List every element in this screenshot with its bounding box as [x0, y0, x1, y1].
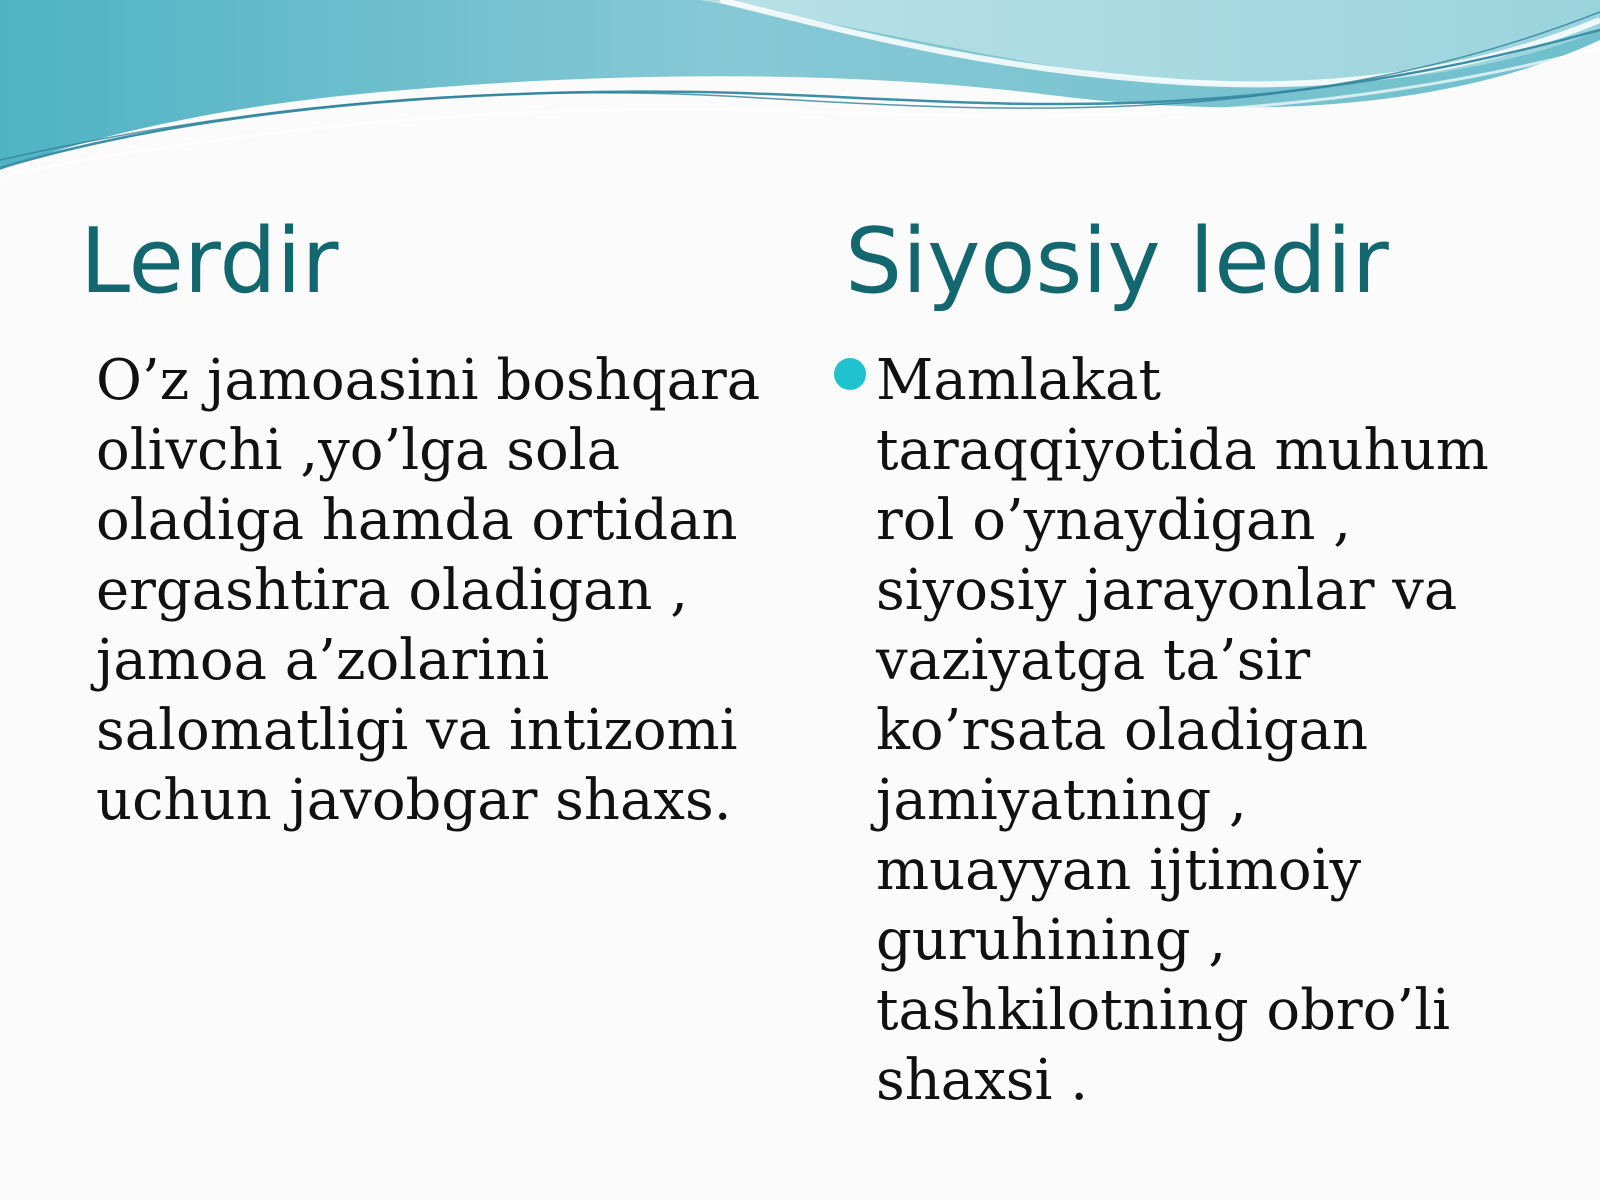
header-wave-decoration	[0, 0, 1600, 200]
right-column-title: Siyosiy ledir	[845, 209, 1389, 314]
left-column-title: Lerdir	[80, 209, 339, 314]
bullet-dot-icon	[834, 358, 866, 390]
right-column-body: Mamlakat taraqqiyotida muhum rol o’ynaydigan , siyosiy jarayonlar va vaziyatga ta’sir ko’rsata oladigan jamiyatning , muayyan ijtimoiy guruhining , tashkilotning obro’li shaxsi .	[876, 348, 1489, 1113]
left-column-body: O’z jamoasini boshqara olivchi ,yo’lga sola oladiga hamda ortidan ergashtira oladigan , jamoa a’zolarini salomatligi va intizomi uchun javobgar shaxs.	[96, 348, 761, 833]
